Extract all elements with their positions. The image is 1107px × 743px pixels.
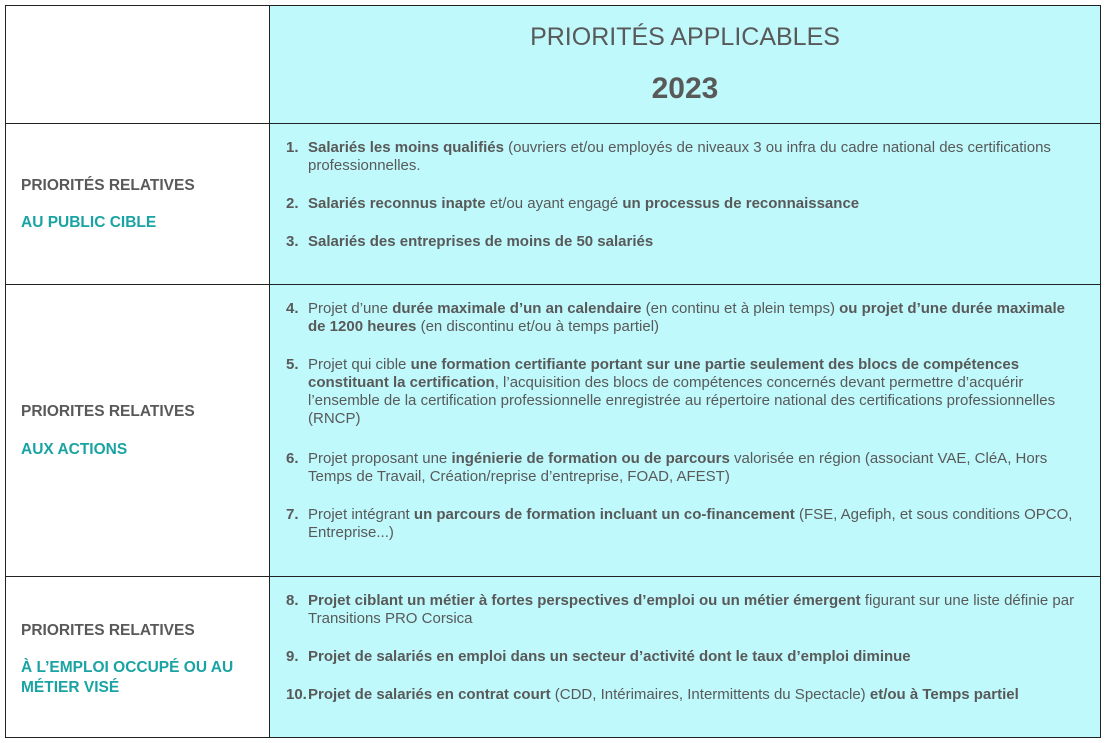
- list-item: 8. Projet ciblant un métier à fortes perspectives d’emploi ou un métier émergent figurant sur une liste définie par Transitions PRO Corsica: [286, 592, 1075, 627]
- header-empty-cell: [6, 6, 270, 123]
- list-item: 3. Salariés des entreprises de moins de 50 salariés: [286, 233, 654, 250]
- list-item: 5. Projet qui cible une formation certifiante portant sur une partie seulement des blocs de compétences constituant la certification, l’acquisition des blocs de compétences concernés devant permettre d’acquérir l’ensemble de la certification professionnelle enregistrée au répertoire national des certifications professionnelles (RNCP): [286, 356, 1056, 427]
- section-items-cell: [270, 577, 1100, 737]
- section-label-cell: [6, 285, 270, 576]
- page-title: PRIORITÉS APPLICABLES: [530, 23, 840, 51]
- section-actions: [6, 285, 1100, 577]
- section-public-cible: [6, 124, 1100, 285]
- section-label-subtitle: AU PUBLIC CIBLE: [21, 214, 157, 231]
- item-number: 9.: [286, 648, 299, 665]
- item-number: 1.: [286, 139, 299, 156]
- list-item: 10. Projet de salariés en contrat court (CDD, Intérimaires, Intermittents du Spectacle) et/ou à Temps partiel: [286, 686, 1019, 703]
- section-label-title: PRIORITÉS RELATIVES: [21, 177, 195, 194]
- item-number: 2.: [286, 195, 299, 212]
- list-item: 9. Projet de salariés en emploi dans un secteur d’activité dont le taux d’emploi diminue: [286, 648, 911, 665]
- section-items-cell: [270, 285, 1100, 576]
- section-label-subtitle: À L’EMPLOI OCCUPÉ OU AU MÉTIER VISÉ: [21, 659, 234, 696]
- priorities-table: [5, 5, 1101, 738]
- item-number: 4.: [286, 300, 299, 317]
- list-item: 4. Projet d’une durée maximale d’un an calendaire (en continu et à plein temps) ou projet d’une durée maximale de 1200 heures (en discontinu et/ou à temps partiel): [286, 300, 1065, 335]
- item-number: 7.: [286, 506, 299, 523]
- section-items-cell: [270, 124, 1100, 284]
- item-number: 5.: [286, 356, 299, 373]
- section-label-subtitle: AUX ACTIONS: [21, 441, 128, 458]
- section-emploi: [6, 577, 1100, 737]
- item-number: 6.: [286, 450, 299, 467]
- year-label: 2023: [651, 72, 719, 105]
- list-item: 6. Projet proposant une ingénierie de formation ou de parcours valorisée en région (associant VAE, CléA, Hors Temps de Travail, Création/reprise d’entreprise, FOAD, AFEST): [286, 450, 1048, 485]
- item-number: 8.: [286, 592, 299, 609]
- section-label-cell: [6, 577, 270, 737]
- item-number: 10.: [286, 686, 307, 703]
- header-cell: [270, 6, 1100, 123]
- list-item: 2. Salariés reconnus inapte et/ou ayant engagé un processus de reconnaissance: [286, 195, 860, 212]
- header-row: [6, 6, 1100, 124]
- list-item: 7. Projet intégrant un parcours de formation incluant un co-financement (FSE, Agefiph, et sous conditions OPCO, Entreprise...): [286, 506, 1073, 541]
- section-label-title: PRIORITES RELATIVES: [21, 622, 195, 639]
- list-item: 1. Salariés les moins qualifiés (ouvriers et/ou employés de niveaux 3 ou infra du cadre national des certifications professionnelles.: [286, 139, 1051, 174]
- item-number: 3.: [286, 233, 299, 250]
- section-label-cell: [6, 124, 270, 284]
- section-label-title: PRIORITES RELATIVES: [21, 403, 195, 420]
